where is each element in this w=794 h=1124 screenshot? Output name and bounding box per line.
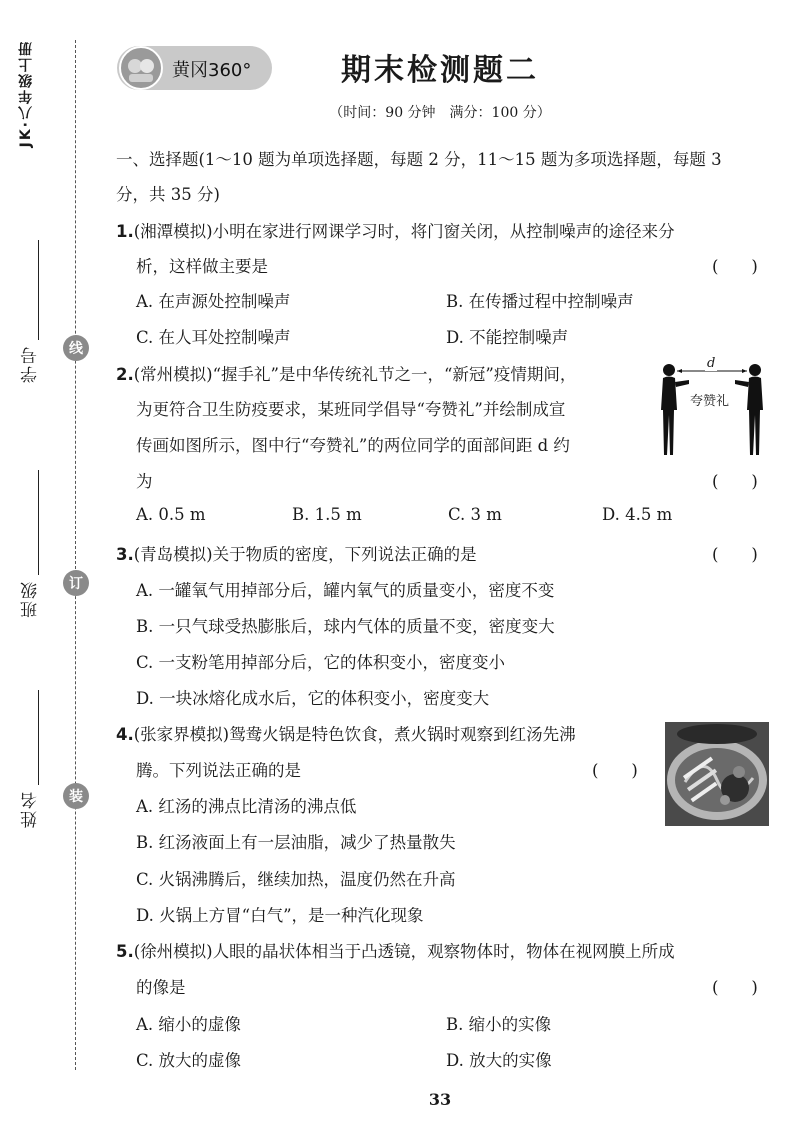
q4-option-b[interactable]: B. 红汤液面上有一层油脂，减少了热量散失 bbox=[136, 833, 456, 852]
q3-option-a[interactable]: A. 一罐氧气用掉部分后，罐内氧气的质量变小，密度不变 bbox=[136, 581, 555, 600]
question-2-stem: (常州模拟)“握手礼”是中华传统礼节之一，“新冠”疫情期间， bbox=[133, 365, 577, 384]
question-4-number: 4. bbox=[116, 725, 134, 744]
seal-zhuang: 装 bbox=[63, 783, 89, 809]
hotpot-photo-icon bbox=[665, 722, 769, 826]
section-heading: 一、选择题(1～10 题为单项选择题，每题 2 分，11～15 题为多项选择题，每题 3 bbox=[116, 150, 722, 169]
q2-figure-d: d bbox=[707, 356, 716, 371]
q5-option-d[interactable]: D. 放大的实像 bbox=[446, 1051, 552, 1070]
answer-blank-2[interactable]: ( ) bbox=[712, 472, 758, 491]
q3-option-d[interactable]: D. 一块冰熔化成水后，它的体积变小，密度变大 bbox=[136, 689, 490, 708]
question-4-stem-cont: 腾。下列说法正确的是 bbox=[136, 761, 301, 780]
question-5 bbox=[116, 938, 675, 962]
question-3-stem: (青岛模拟)关于物质的密度，下列说法正确的是 bbox=[133, 545, 477, 564]
section-heading-cont: 分，共 35 分) bbox=[116, 185, 220, 204]
question-3 bbox=[116, 541, 477, 565]
q4-option-a[interactable]: A. 红汤的沸点比清汤的沸点低 bbox=[136, 797, 357, 816]
brand-text: 黄冈360° bbox=[172, 60, 252, 81]
question-5-stem: (徐州模拟)人眼的晶状体相当于凸透镜，观察物体时，物体在视网膜上所成 bbox=[133, 942, 675, 961]
q2-figure bbox=[655, 356, 770, 460]
question-2-stem-3: 传画如图所示，图中行“夸赞礼”的两位同学的面部间距 d 约 bbox=[136, 436, 570, 455]
field-xingming-label: 姓名 bbox=[21, 790, 41, 828]
q4-option-d[interactable]: D. 火锅上方冒“白气”，是一种汽化现象 bbox=[136, 906, 424, 925]
question-1-number: 1. bbox=[116, 222, 134, 241]
seal-ding: 订 bbox=[63, 570, 89, 596]
page-title: 期末检测题二 bbox=[341, 53, 539, 88]
q3-option-b[interactable]: B. 一只气球受热膨胀后，球内气体的质量不变，密度变大 bbox=[136, 617, 555, 636]
praise-gesture-figure-icon bbox=[655, 360, 770, 460]
question-2-number: 2. bbox=[116, 365, 134, 384]
q4-photo bbox=[665, 722, 769, 826]
question-5-number: 5. bbox=[116, 942, 134, 961]
field-banji-line[interactable] bbox=[38, 470, 39, 575]
q3-option-c[interactable]: C. 一支粉笔用掉部分后，它的体积变小，密度变小 bbox=[136, 653, 506, 672]
field-xingming-line[interactable] bbox=[38, 690, 39, 785]
question-5-stem-cont: 的像是 bbox=[136, 978, 186, 997]
question-1 bbox=[116, 218, 675, 242]
book-label: JK·八年级上册 bbox=[18, 40, 34, 148]
q2-figure-label: 夸赞礼 bbox=[690, 394, 730, 409]
answer-blank-1[interactable]: ( ) bbox=[712, 257, 758, 276]
q2-option-c[interactable]: C. 3 m bbox=[448, 505, 502, 524]
q2-option-d[interactable]: D. 4.5 m bbox=[602, 505, 673, 524]
question-2 bbox=[116, 361, 576, 385]
q1-option-d[interactable]: D. 不能控制噪声 bbox=[446, 328, 569, 347]
q5-option-b[interactable]: B. 缩小的实像 bbox=[446, 1015, 552, 1034]
q5-option-c[interactable]: C. 放大的虚像 bbox=[136, 1051, 242, 1070]
answer-blank-3[interactable]: ( ) bbox=[712, 545, 758, 564]
page-subtitle: （时间：90 分钟 满分：100 分） bbox=[329, 105, 551, 121]
q2-option-a[interactable]: A. 0.5 m bbox=[136, 505, 206, 524]
question-2-stem-4: 为 bbox=[136, 472, 153, 491]
q1-option-c[interactable]: C. 在人耳处控制噪声 bbox=[136, 328, 291, 347]
binding-dashed-line bbox=[75, 40, 76, 1070]
question-1-stem-cont: 析，这样做主要是 bbox=[136, 257, 268, 276]
page-number: 33 bbox=[428, 1090, 452, 1109]
question-1-stem: (湘潭模拟)小明在家进行网课学习时，将门窗关闭，从控制噪声的途径来分 bbox=[133, 222, 675, 241]
field-xuehao-label: 学号 bbox=[21, 345, 41, 383]
question-2-stem-2: 为更符合卫生防疫要求，某班同学倡导“夸赞礼”并绘制成宣 bbox=[136, 400, 566, 419]
q4-option-c[interactable]: C. 火锅沸腾后，继续加热，温度仍然在升高 bbox=[136, 870, 456, 889]
question-4 bbox=[116, 721, 576, 745]
seal-xian: 线 bbox=[63, 335, 89, 361]
question-4-stem: (张家界模拟)鸳鸯火锅是特色饮食，煮火锅时观察到红汤先沸 bbox=[133, 725, 576, 744]
answer-blank-4[interactable]: ( ) bbox=[592, 761, 638, 780]
answer-blank-5[interactable]: ( ) bbox=[712, 978, 758, 997]
q2-option-b[interactable]: B. 1.5 m bbox=[292, 505, 362, 524]
q1-option-a[interactable]: A. 在声源处控制噪声 bbox=[136, 292, 291, 311]
field-banji-label: 班级 bbox=[21, 580, 41, 618]
q1-option-b[interactable]: B. 在传播过程中控制噪声 bbox=[446, 292, 634, 311]
field-xuehao-line[interactable] bbox=[38, 240, 39, 340]
q5-option-a[interactable]: A. 缩小的虚像 bbox=[136, 1015, 241, 1034]
question-3-number: 3. bbox=[116, 545, 134, 564]
